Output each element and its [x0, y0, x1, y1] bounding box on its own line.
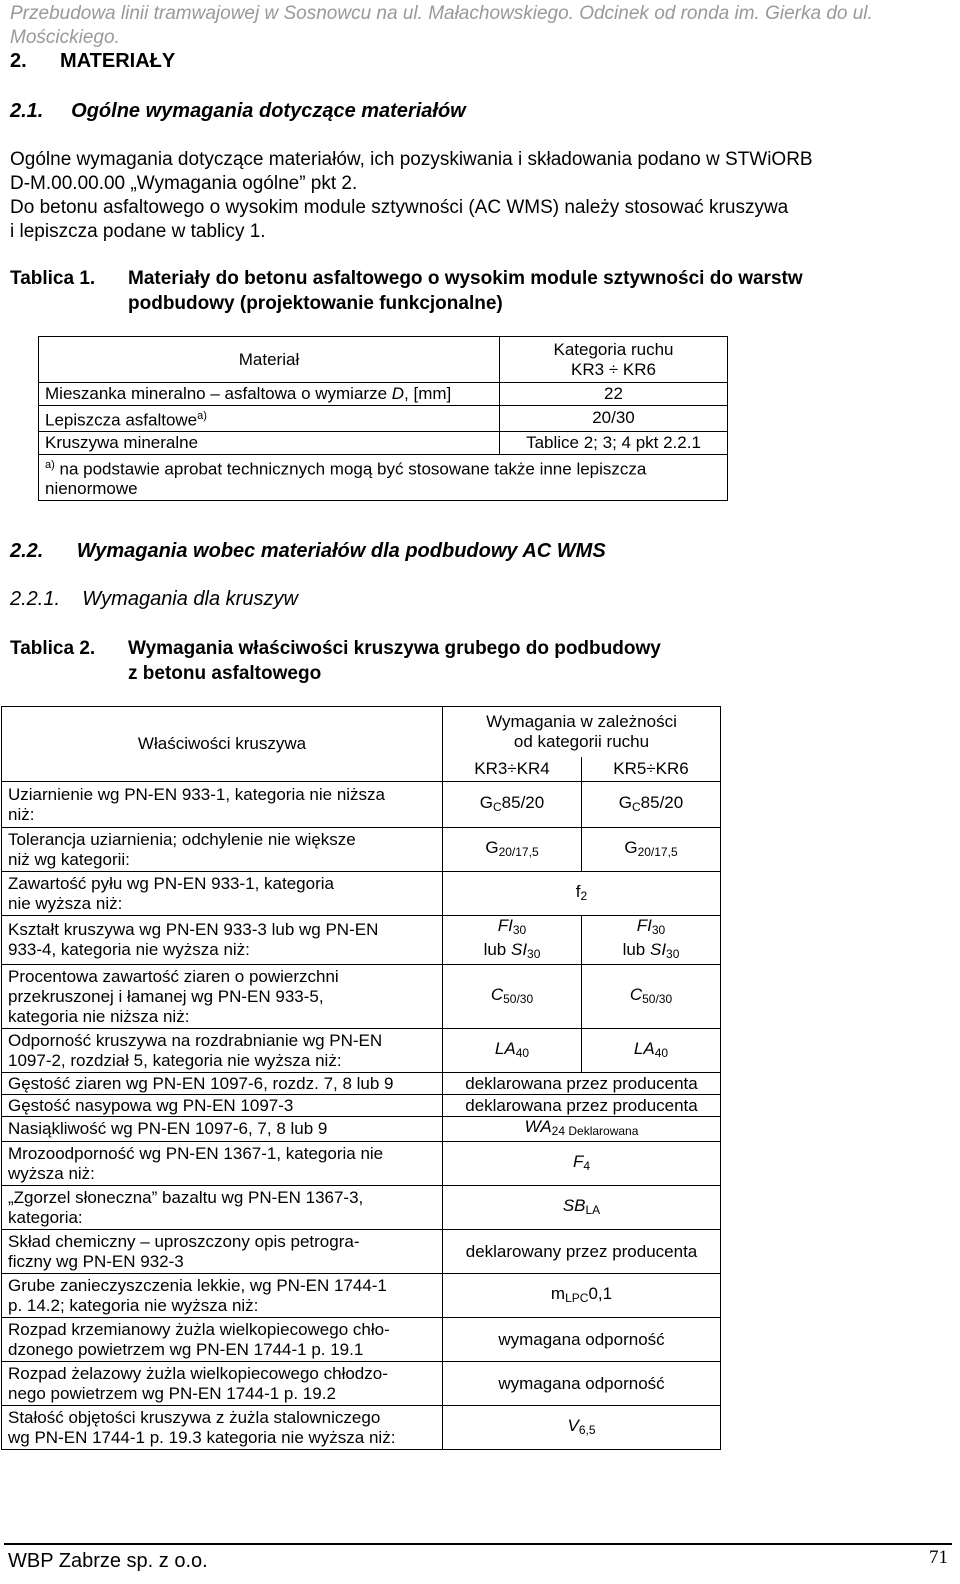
table-row — [2, 1117, 721, 1142]
header-line: Kategoria ruchu — [553, 339, 674, 359]
table2-property: Rozpad krzemianowy żużla wielkopiecowego chło- dzonego powietrzem wg PN-EN 1744-1 p. 19.1 — [2, 1318, 443, 1362]
header-line: KR3 ÷ KR6 — [571, 359, 656, 379]
table-row — [2, 1274, 721, 1318]
table2-value: $WA_{24 Deklarowana}$ — [443, 1117, 721, 1142]
table2-value-kr5-kr6: $FI_{30}$ lub $SI_{30}$ — [581, 916, 720, 965]
table2-header-kr3-kr4: KR3÷KR4 — [443, 757, 582, 782]
table-row — [2, 1095, 721, 1117]
header-line: Wymagania w zależności — [486, 711, 677, 731]
table2-body — [2, 782, 721, 1450]
caption-line: Wymagania właściwości kruszywa grubego do podbudowy — [128, 638, 661, 659]
table1-caption — [128, 266, 803, 316]
caption-line: z betonu asfaltowego — [128, 663, 322, 684]
table2-property: Procentowa zawartość ziaren o powierzchni przekruszonej i łamanej wg PN-EN 933-5, kategoria nie niższa niż: — [2, 965, 443, 1029]
table2-property: Uziarnienie wg PN-EN 933-1, kategoria nie niższa niż: — [2, 782, 443, 828]
table2-property: Gęstość nasypowa wg PN-EN 1097-3 — [2, 1095, 443, 1117]
table1-row-value: 20/30 — [500, 406, 728, 432]
footer-company: WBP Zabrze sp. z o.o. — [8, 1550, 208, 1572]
table1-row-value: 22 — [500, 383, 728, 406]
caption-line: podbudowy (projektowanie funkcjonalne) — [128, 293, 503, 314]
table-row — [2, 1362, 721, 1406]
table1-note-row — [39, 454, 728, 500]
table1-header-category — [500, 337, 728, 383]
table2-value: wymagana odporność — [443, 1362, 721, 1406]
table2-property: Zawartość pyłu wg PN-EN 933-1, kategoria nie wyższa niż: — [2, 872, 443, 916]
header-line: od kategorii ruchu — [513, 731, 650, 751]
table-row — [2, 782, 721, 828]
table-row — [2, 1406, 721, 1450]
paragraph-line: D-M.00.00.00 „Wymagania ogólne” pkt 2. — [10, 173, 358, 194]
subsection-title: Wymagania wobec materiałów dla podbudowy AC WMS — [76, 540, 606, 562]
table-1 — [38, 336, 728, 501]
table-row — [2, 1230, 721, 1274]
table2-property: Skład chemiczny – uproszczony opis petrogra- ficzny wg PN-EN 932-3 — [2, 1230, 443, 1274]
table2-property: Tolerancja uziarnienia; odchylenie nie większe niż wg kategorii: — [2, 828, 443, 872]
paragraph-line: Ogólne wymagania dotyczące materiałów, ich pozyskiwania i składowania podano w STWiORB — [10, 149, 813, 170]
section-title: MATERIAŁY — [60, 50, 176, 72]
table2-label: Tablica 2. — [10, 638, 96, 659]
table2-value: $m_{LPC}0,1$ — [443, 1274, 721, 1318]
table-row — [2, 1186, 721, 1230]
table2-value: deklarowana przez producenta — [443, 1095, 721, 1117]
table-2 — [1, 706, 721, 1450]
section-number: 2. — [10, 50, 27, 72]
subsection-title: Wymagania dla kruszyw — [82, 588, 298, 610]
table2-property: Nasiąkliwość wg PN-EN 1097-6, 7, 8 lub 9 — [2, 1117, 443, 1142]
table2-value-kr3-kr4: $LA_{40}$ — [443, 1029, 582, 1073]
document-header: Przebudowa linii tramwajowej w Sosnowcu na ul. Małachowskiego. Odcinek od ronda im. Gierka do ul. Mościckiego. — [10, 3, 873, 48]
table2-property: Rozpad żelazowy żużla wielkopiecowego chłodzo- nego powietrzem wg PN-EN 1744-1 p. 19.2 — [2, 1362, 443, 1406]
table-row — [2, 965, 721, 1029]
table-row — [2, 1029, 721, 1073]
table-row — [2, 1142, 721, 1186]
table-row — [2, 872, 721, 916]
table1-label: Tablica 1. — [10, 268, 96, 289]
table2-header-requirements — [443, 707, 721, 757]
paragraph-general — [10, 148, 813, 196]
table2-value: $SB_{LA}$ — [443, 1186, 721, 1230]
table2-header-kr5-kr6: KR5÷KR6 — [581, 757, 720, 782]
table2-value-kr3-kr4: $G_C85/20$ — [443, 782, 582, 828]
table1-row-name: Kruszywa mineralne — [39, 431, 500, 454]
table1-row-name: Lepiszcza asfaltowe$^{a)}$ — [39, 406, 500, 432]
table-row — [39, 383, 728, 406]
footer-rule — [4, 1543, 952, 1545]
table-row — [2, 1318, 721, 1362]
table2-value: deklarowana przez producenta — [443, 1073, 721, 1095]
table1-row-value: Tablice 2; 3; 4 pkt 2.2.1 — [500, 431, 728, 454]
table2-value-kr5-kr6: $G_{20/17,5}$ — [581, 828, 720, 872]
table2-property: Odporność kruszywa na rozdrabnianie wg PN-EN 1097-2, rozdział 5, kategoria nie wyższa niż: — [2, 1029, 443, 1073]
table2-value-kr5-kr6: $LA_{40}$ — [581, 1029, 720, 1073]
table2-value: $V_{6,5}$ — [443, 1406, 721, 1450]
caption-line: Materiały do betonu asfaltowego o wysokim module sztywności do warstw — [128, 268, 803, 289]
table2-header-property: Właściwości kruszywa — [2, 707, 443, 782]
table2-value: deklarowany przez producenta — [443, 1230, 721, 1274]
table2-property: Gęstość ziaren wg PN-EN 1097-6, rozdz. 7, 8 lub 9 — [2, 1073, 443, 1095]
table2-property: Mrozoodporność wg PN-EN 1367-1, kategoria nie wyższa niż: — [2, 1142, 443, 1186]
subsection-number: 2.1. — [10, 100, 44, 122]
paragraph-line: Do betonu asfaltowego o wysokim module sztywności (AC WMS) należy stosować kruszywa — [10, 197, 789, 218]
subsection-title: Ogólne wymagania dotyczące materiałów — [71, 100, 466, 122]
table2-value-kr3-kr4: $G_{20/17,5}$ — [443, 828, 582, 872]
section-heading — [10, 50, 175, 73]
table2-property: Kształt kruszywa wg PN-EN 933-3 lub wg PN-EN 933-4, kategoria nie wyższa niż: — [2, 916, 443, 965]
table1-row-name: Mieszanka mineralno – asfaltowa o wymiarze D, [mm] — [39, 383, 500, 406]
table2-value: wymagana odporność — [443, 1318, 721, 1362]
subsection-heading-2-2-1 — [10, 588, 298, 611]
subsection-number: 2.2. — [10, 540, 44, 562]
table-row — [2, 916, 721, 965]
subsection-heading-2-2 — [10, 540, 606, 563]
table2-value: $f_2$ — [443, 872, 721, 916]
table1-header-material: Materiał — [39, 337, 500, 383]
subsection-heading-2-1 — [10, 100, 466, 123]
table-row — [39, 431, 728, 454]
subsection-number: 2.2.1. — [10, 588, 61, 610]
table2-value-kr5-kr6: $C_{50/30}$ — [581, 965, 720, 1029]
table-row — [2, 1073, 721, 1095]
table1-note: $^{a)}$ na podstawie aprobat technicznych mogą być stosowane także inne lepiszcza nienormowe — [39, 454, 728, 500]
page-number: 71 — [929, 1547, 948, 1568]
table2-value-kr3-kr4: $FI_{30}$ lub $SI_{30}$ — [443, 916, 582, 965]
table2-property: Grube zanieczyszczenia lekkie, wg PN-EN 1744-1 p. 14.2; kategoria nie wyższa niż: — [2, 1274, 443, 1318]
table2-property: Stałość objętości kruszywa z żużla stalowniczego wg PN-EN 1744-1 p. 19.3 kategoria nie wyższa niż: — [2, 1406, 443, 1450]
paragraph-line: i lepiszcza podane w tablicy 1. — [10, 221, 266, 242]
table2-value-kr3-kr4: $C_{50/30}$ — [443, 965, 582, 1029]
table2-value: $F_4$ — [443, 1142, 721, 1186]
table2-property: „Zgorzel słoneczna” bazaltu wg PN-EN 1367-3, kategoria: — [2, 1186, 443, 1230]
table-row — [2, 828, 721, 872]
table2-caption — [128, 636, 661, 686]
table-row — [39, 406, 728, 432]
paragraph-materials — [10, 196, 788, 244]
table2-value-kr5-kr6: $G_C85/20$ — [581, 782, 720, 828]
